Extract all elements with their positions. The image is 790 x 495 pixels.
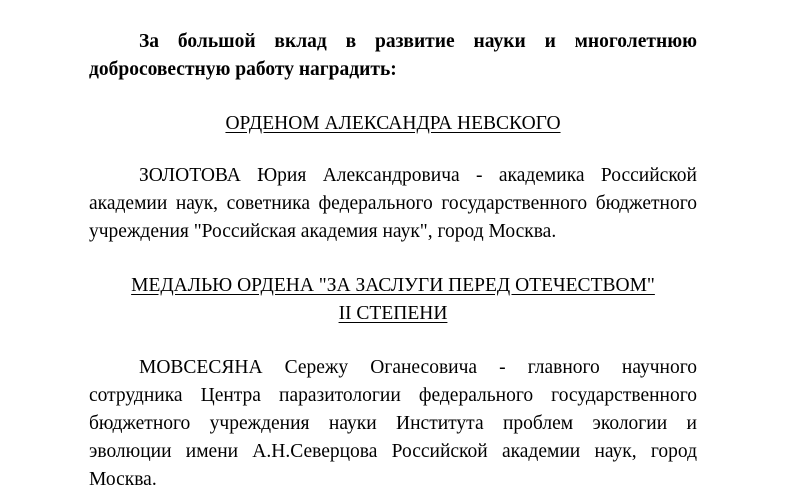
recipient-movsesyan bbox=[89, 354, 697, 494]
award-title-line: МЕДАЛЬЮ ОРДЕНА "ЗА ЗАСЛУГИ ПЕРЕД ОТЕЧЕСТВОМ" bbox=[131, 275, 655, 296]
decree-intro: За большой вклад в развитие науки и многолетнюю добросовестную работу наградить: bbox=[89, 31, 697, 80]
recipient-details: - главного научного сотрудника Центра паразитологии федерального государственного бюджетного учреждения науки Института проблем экологии и эволюции имени А.Н.Северцова Российской академии наук, город Москва. bbox=[89, 357, 697, 490]
award-title-line: ОРДЕНОМ АЛЕКСАНДРА НЕВСКОГО bbox=[225, 113, 561, 134]
award-title-order-nevsky bbox=[89, 110, 697, 138]
recipient-name: ЗОЛОТОВА Юрия Александровича bbox=[139, 165, 460, 186]
recipient-name: МОВСЕСЯНА Сережу Оганесовича bbox=[139, 357, 478, 378]
recipient-details: - академика Российской академии наук, советника федерального государственного бюджетного учреждения "Российская академия наук", город Москва. bbox=[89, 165, 697, 242]
decree-document bbox=[89, 28, 697, 494]
recipient-zolotov bbox=[89, 162, 697, 246]
award-title-line: II СТЕПЕНИ bbox=[338, 303, 448, 324]
award-title-medal-merit bbox=[89, 272, 697, 328]
